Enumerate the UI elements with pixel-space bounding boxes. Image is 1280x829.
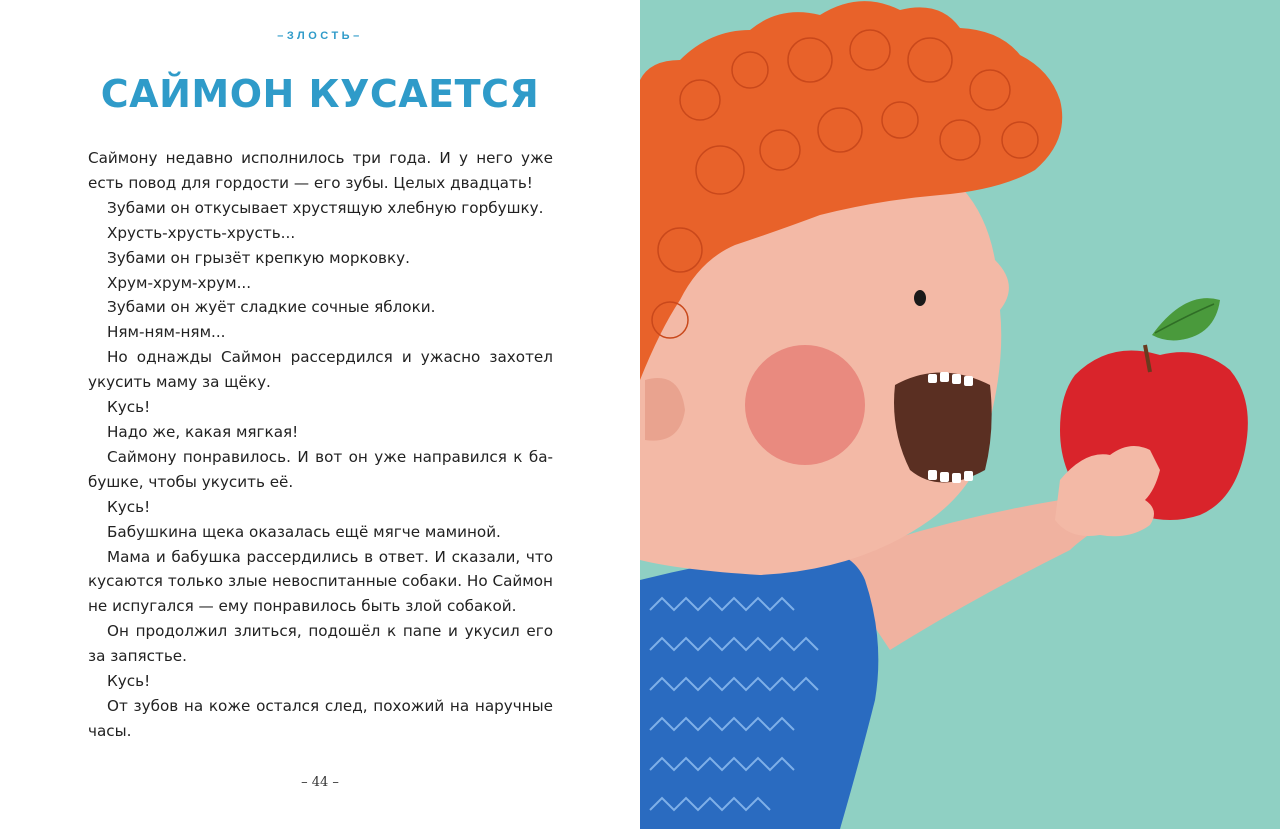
illustration-page: [640, 0, 1280, 829]
paragraph: Кусь!: [107, 398, 151, 417]
paragraph: Он продолжил злиться, подошёл к папе и укусил его за запястье.: [88, 622, 553, 666]
paragraph: Бабушкина щека оказалась ещё мягче маминой.: [107, 522, 501, 541]
eye: [914, 290, 926, 306]
paragraph: Саймону понравилось. И вот он уже направился к бабушке, чтобы укусить её.: [88, 447, 553, 491]
paragraph: Зубами он грызёт крепкую морковку.: [107, 248, 410, 267]
cheek: [745, 345, 865, 465]
paragraph: Саймону недавно исполнилось три года. И у него уже есть повод для гордости — его зубы. Целых двадцать!: [88, 149, 553, 192]
open-mouth: [894, 373, 992, 483]
story-text: [88, 146, 553, 744]
paragraph: Надо же, какая мягкая!: [107, 422, 299, 441]
paragraph: Зубами он жуёт сладкие сочные яблоки.: [107, 298, 436, 317]
paragraph: Хрусть-хрусть-хрусть...: [107, 223, 296, 242]
paragraph: Но однажды Саймон рассердился и ужасно захотел укусить маму за щёку.: [88, 348, 553, 392]
chapter-label: –ЗЛОСТЬ–: [277, 30, 363, 42]
paragraph: Хрум-хрум-хрум...: [107, 273, 252, 292]
paragraph: Кусь!: [107, 672, 151, 691]
paragraph: От зубов на коже остался след, похожий на наручные часы.: [88, 696, 553, 740]
paragraph: Кусь!: [107, 497, 151, 516]
paragraph: Ням-ням-ням...: [107, 323, 226, 342]
paragraph: Зубами он откусывает хрустящую хлебную горбушку.: [107, 198, 544, 217]
page-number: – 44 –: [301, 775, 339, 790]
story-title: САЙМОН КУСАЕТСЯ: [100, 72, 540, 116]
boy-with-apple-illustration: [640, 0, 1280, 829]
paragraph: Мама и бабушка рассердились в ответ. И сказали, что кусаются только злые невоспитанные собаки. Но Саймон не испугался — ему понравилось быть злой собакой.: [88, 547, 553, 616]
